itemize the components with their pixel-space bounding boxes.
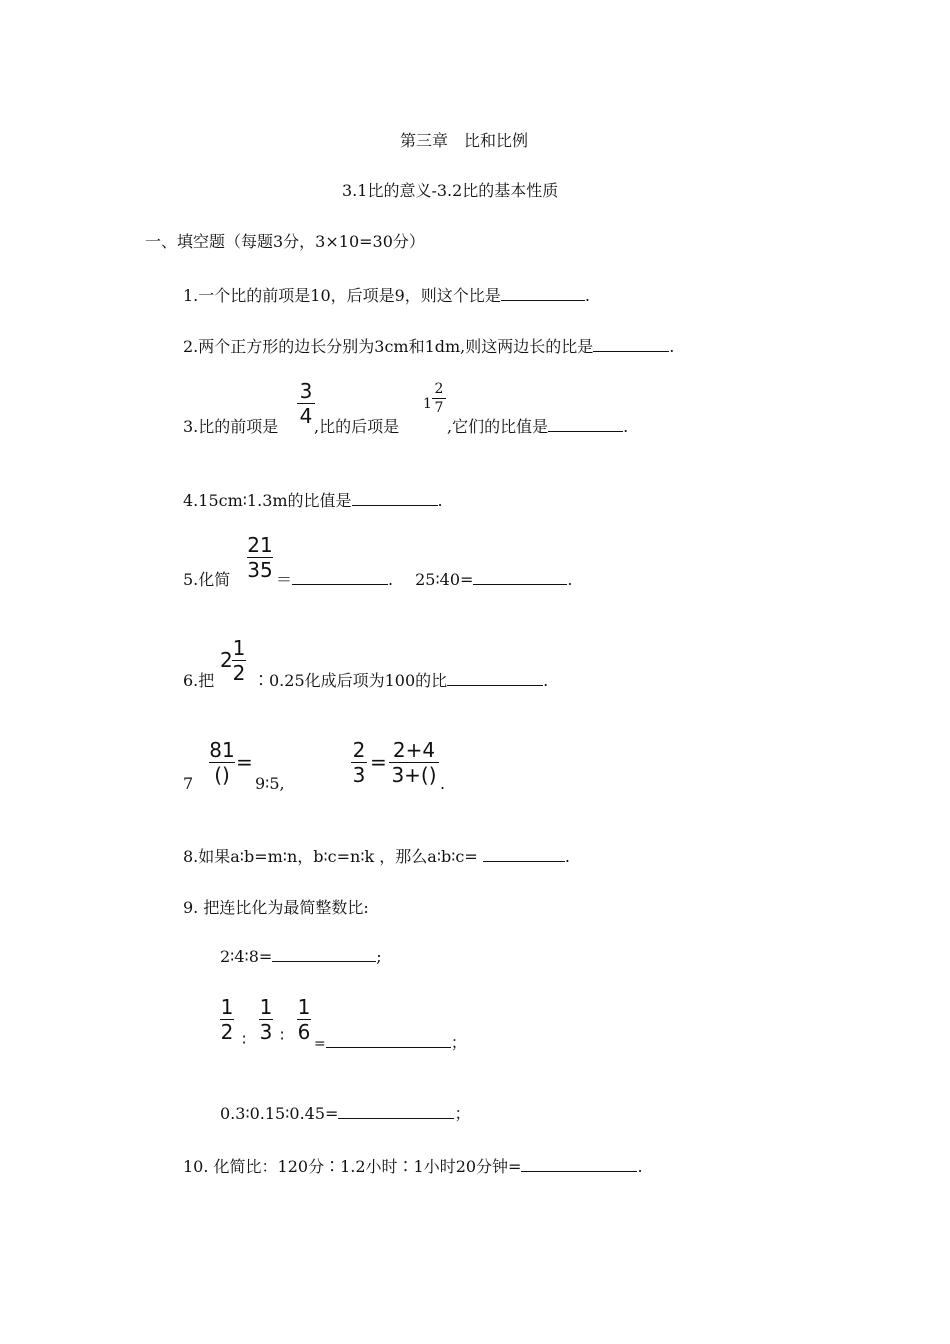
question-3-end (447, 414, 628, 437)
fraction-numerator: 3 (299, 379, 313, 403)
line-end: ； (450, 1033, 467, 1052)
fraction-numerator: 2 (434, 381, 444, 397)
line-end: ; (376, 947, 382, 966)
question-2-end: . (669, 337, 675, 356)
section-subtitle: 3.1比的意义-3.2比的基本性质 (342, 181, 559, 200)
fraction-numerator: 1 (259, 995, 273, 1019)
question-2 (183, 334, 674, 357)
line-end: ； (454, 1104, 471, 1123)
fraction-denominator: 2 (232, 661, 246, 685)
answer-blank[interactable] (593, 337, 669, 352)
question-10 (183, 1154, 643, 1177)
ratio-colon: ∶ (242, 1030, 247, 1049)
fraction-numerator: 1 (297, 995, 311, 1019)
fraction-denominator: 3 (352, 763, 366, 787)
equals-sign: = (370, 750, 387, 774)
fraction-1-6 (297, 997, 311, 1042)
answer-blank[interactable] (352, 491, 438, 506)
fraction-1-2 (232, 638, 246, 683)
question-8-text: 8.如果a∶b=m∶n，b∶c=n∶k ，那么a∶b∶c= (183, 847, 483, 866)
fraction-numerator: 2 (352, 738, 366, 762)
fraction-3-4 (297, 381, 315, 426)
question-8 (183, 844, 570, 867)
fraction-2-3 (351, 740, 367, 785)
question-3-period: . (623, 417, 629, 436)
question-3-start: 3.比的前项是 (183, 417, 279, 436)
ratio-text: 0.3∶0.15∶0.45= (220, 1104, 339, 1123)
question-group-heading: 一、填空题（每题3分，3×10=30分） (145, 232, 425, 251)
fraction-numerator: 1 (220, 995, 234, 1019)
fraction-denominator: 3 (259, 1020, 273, 1044)
answer-blank[interactable] (521, 1157, 637, 1172)
equals-sign: = (314, 1036, 326, 1052)
ratio-9-5: 9∶5, (255, 774, 285, 793)
question-10-text: 10. 化简比：120分∶1.2小时∶1小时20分钟= (183, 1157, 522, 1176)
fraction-sum (389, 740, 439, 785)
fraction-denominator: 7 (434, 400, 444, 416)
question-6-end (253, 668, 548, 691)
answer-blank[interactable] (326, 1033, 451, 1048)
answer-blank[interactable] (338, 1104, 454, 1119)
question-7-number: 7 (183, 774, 194, 793)
answer-blank[interactable] (501, 286, 585, 301)
question-6-text: ∶0.25化成后项为100的比 (253, 671, 448, 690)
fraction-denominator: 6 (297, 1020, 311, 1044)
fraction-denominator: 4 (299, 404, 313, 428)
question-5-period: . (567, 570, 573, 589)
fraction-21-35 (247, 535, 273, 580)
fraction-denominator: 3+() (391, 763, 437, 787)
question-5-start: 5.化简 (183, 570, 231, 589)
question-1-end: . (584, 286, 590, 305)
mixed-number-whole: 2 (220, 648, 233, 672)
answer-blank[interactable] (473, 570, 567, 585)
answer-blank[interactable] (548, 417, 623, 432)
fraction-denominator: () (214, 763, 230, 787)
chapter-title: 第三章 比和比例 (400, 131, 529, 150)
question-4-text: 4.15cm∶1.3m的比值是 (183, 491, 352, 510)
question-9-line-1 (220, 947, 382, 966)
fraction-1-2 (220, 997, 234, 1042)
question-9-line-2-end (314, 1030, 467, 1053)
mixed-number-whole: 1 (423, 396, 432, 412)
equals-sign: ＝ (276, 570, 293, 589)
fraction-numerator: 21 (247, 533, 273, 557)
question-9-line-3 (220, 1101, 470, 1124)
question-10-end: . (637, 1157, 643, 1176)
fraction-numerator: 1 (232, 636, 246, 660)
fraction-numerator: 2+4 (392, 738, 436, 762)
question-5-part-b: 25∶40= (415, 570, 474, 589)
fraction-81-blank (209, 740, 235, 785)
question-4 (183, 488, 443, 511)
question-4-end: . (437, 491, 443, 510)
answer-blank[interactable] (483, 847, 565, 862)
question-6-start: 6.把 (183, 671, 215, 690)
question-6-period: . (543, 671, 549, 690)
fraction-2-7 (432, 382, 446, 415)
fraction-denominator: 35 (247, 558, 273, 582)
answer-blank[interactable] (292, 570, 388, 585)
question-5-end (276, 567, 573, 590)
fraction-numerator: 81 (209, 738, 235, 762)
question-7-period: . (440, 774, 446, 793)
question-1 (183, 283, 590, 306)
ratio-text: 2∶4∶8= (220, 947, 273, 966)
question-2-text: 2.两个正方形的边长分别为3cm和1dm,则这两边长的比是 (183, 337, 594, 356)
question-8-end: . (564, 847, 570, 866)
answer-blank[interactable] (447, 671, 543, 686)
period: . (388, 570, 394, 589)
ratio-colon: ∶ (280, 1026, 285, 1045)
question-1-text: 1.一个比的前项是10，后项是9，则这个比是 (183, 286, 501, 305)
question-3-text: ,它们的比值是 (447, 417, 549, 436)
question-3-middle: ,比的后项是 (314, 417, 400, 436)
answer-blank[interactable] (272, 947, 376, 962)
fraction-1-3 (259, 997, 273, 1042)
fraction-denominator: 2 (220, 1020, 234, 1044)
question-9: 9. 把连比化为最简整数比: (183, 898, 369, 917)
equals-sign: = (236, 750, 253, 774)
